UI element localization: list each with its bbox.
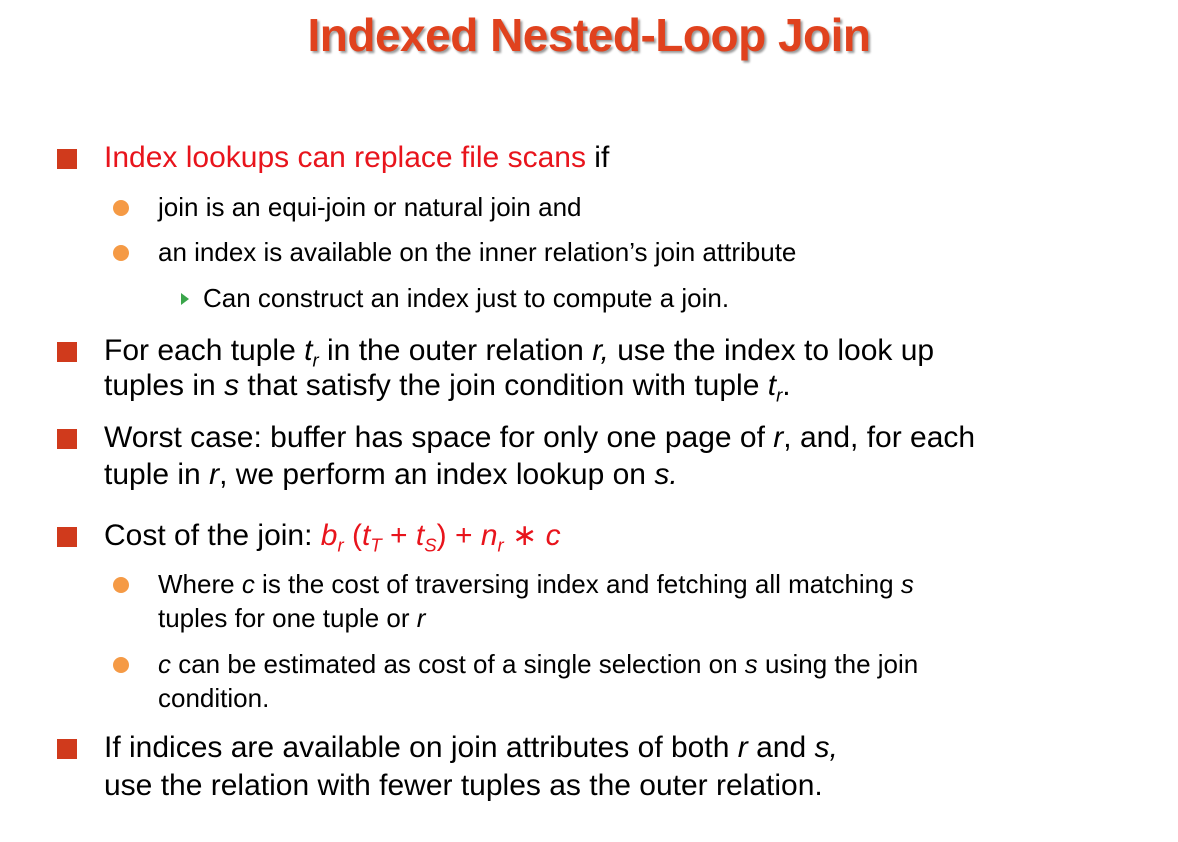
sub-sub-bullet-construct-index: Can construct an index just to compute a join. <box>203 283 730 313</box>
bullet-indices-both-line1: If indices are available on join attributes of both r and s, <box>104 731 838 764</box>
sub-bullet-equi-join: join is an equi-join or natural join and <box>158 192 582 222</box>
bullet-worst-case-line1: Worst case: buffer has space for only one page of r, and, for each <box>104 421 976 454</box>
cost-formula: $b_r$ $(t_T + t_S) + n_r$ ∗ c <box>320 519 561 556</box>
round-bullet-icon <box>113 200 129 216</box>
round-bullet-icon <box>113 577 129 593</box>
square-bullet-icon <box>57 429 77 449</box>
square-bullet-icon <box>57 527 77 547</box>
bullet-cost-of-join: Cost of the join: $b_r$ $(t_T + t_S) + n_r$ ∗ c <box>104 519 561 556</box>
bullet-text: if <box>585 141 610 174</box>
round-bullet-icon <box>113 657 129 673</box>
sub-bullet-where-c-line1: Where c is the cost of traversing index and fetching all matching s <box>158 569 914 599</box>
square-bullet-icon <box>57 342 77 362</box>
square-bullet-icon <box>57 149 77 169</box>
bullet-each-tuple-line2: tuples in s that satisfy the join condition with tuple $t_r$. <box>104 369 791 406</box>
square-bullet-icon <box>57 739 77 759</box>
sub-bullet-c-estimated-line1: c can be estimated as cost of a single selection on s using the join <box>158 649 919 679</box>
bullet-index-lookups <box>104 140 609 176</box>
sub-bullet-c-estimated-line2: condition. <box>158 683 270 713</box>
sub-bullet-where-c-line2: tuples for one tuple or r <box>158 603 426 633</box>
arrow-bullet-icon <box>181 293 189 305</box>
round-bullet-icon <box>113 245 129 261</box>
bullet-each-tuple-line1: For each tuple $t_r$ in the outer relation r, use the index to look up <box>104 334 935 371</box>
sub-bullet-index-available: an index is available on the inner relation’s join attribute <box>158 237 797 267</box>
bullet-worst-case-line2: tuple in r, we perform an index lookup on s. <box>104 458 678 491</box>
highlight-text: Index lookups can replace file scans <box>104 141 586 174</box>
slide-title: Indexed Nested-Loop Join <box>307 9 871 61</box>
bullet-indices-both-line2: use the relation with fewer tuples as the outer relation. <box>104 769 823 802</box>
